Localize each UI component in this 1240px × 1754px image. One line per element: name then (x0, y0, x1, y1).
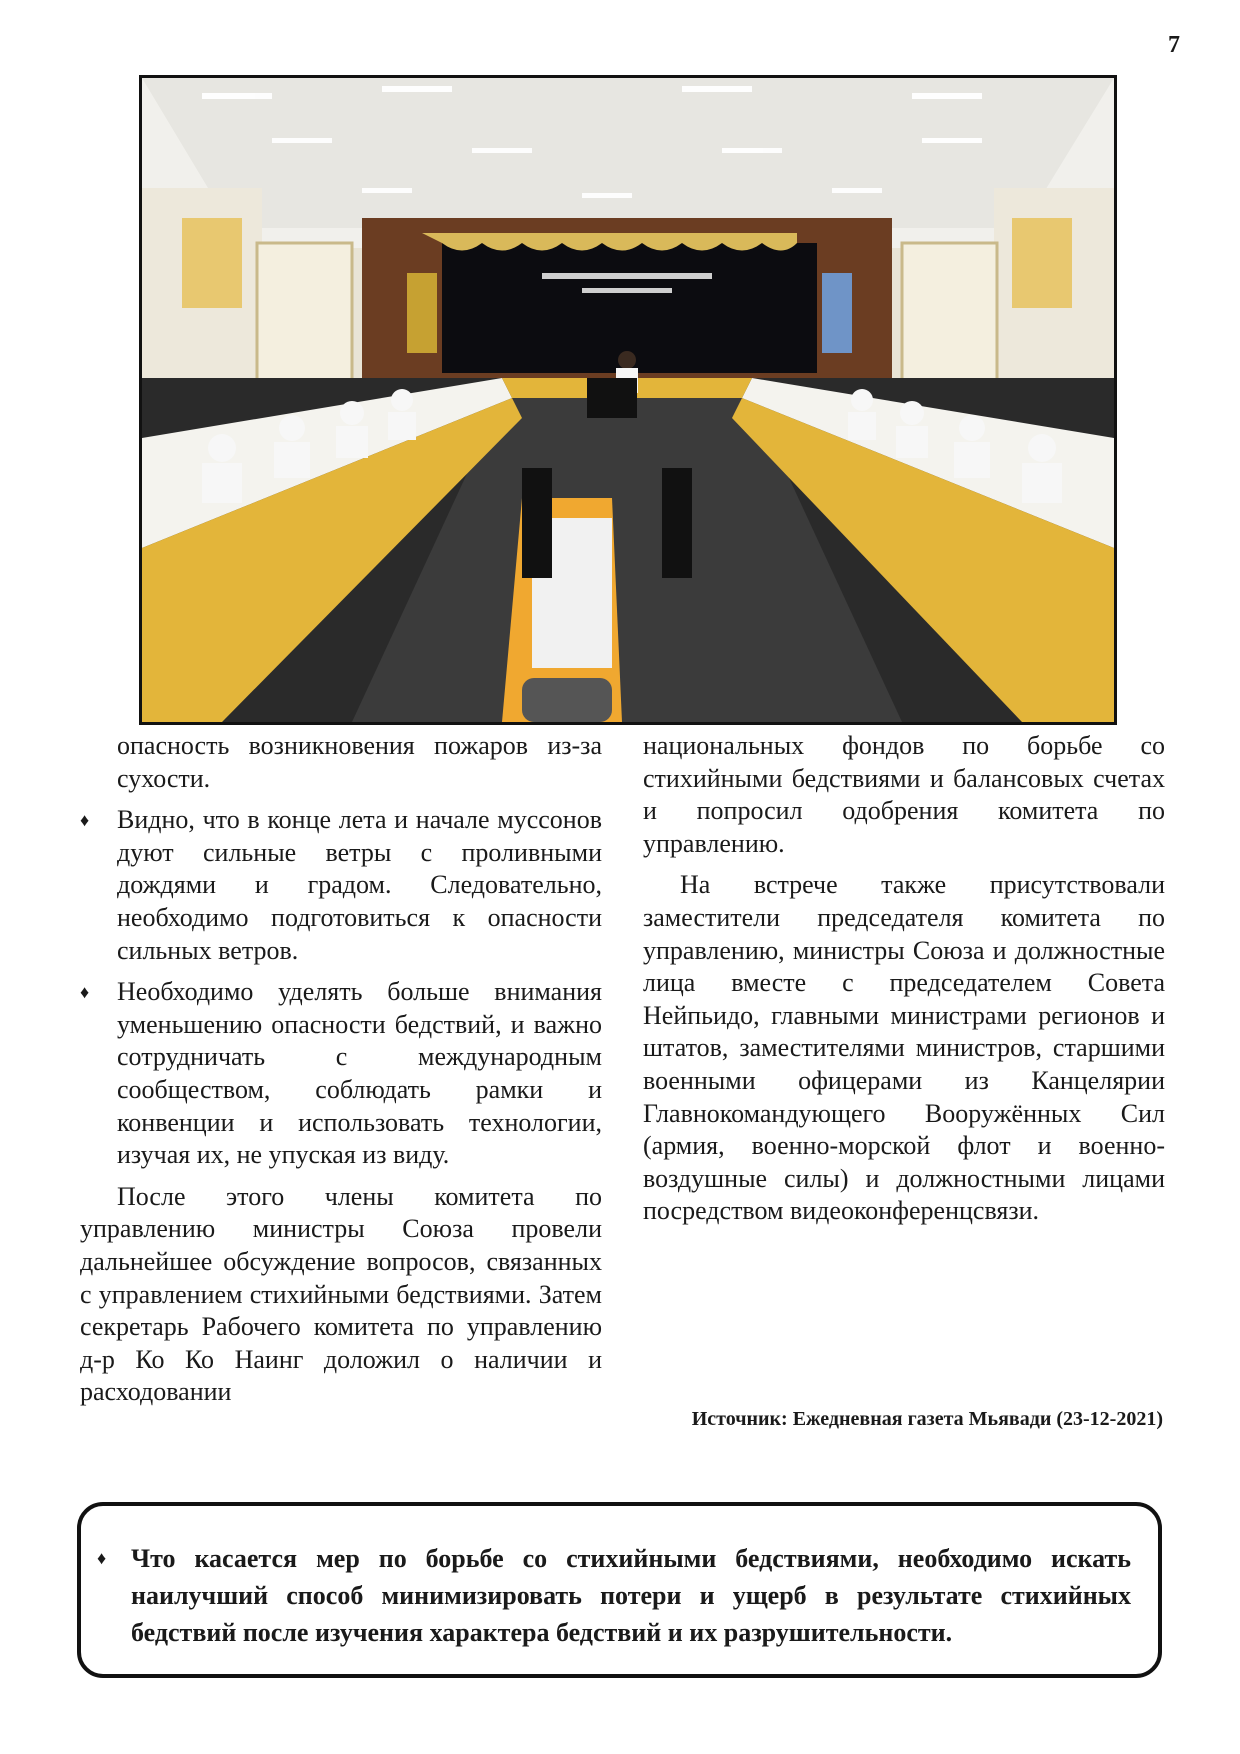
body-paragraph: После этого члены комитета по управлению министры Союза провели дальнейшее обсуждение вопросов, связанных с управлением стихийными бедствиями. Затем секретарь Рабочего комитета по управлению д-р Ко Ко Наинг доложил о наличии и расходовании (80, 1181, 602, 1407)
left-column (80, 730, 602, 1409)
meeting-hall-photo (139, 75, 1117, 725)
callout-text: Что касается мер по борьбе со стихийными бедствиями, необходимо искать наилучший способ минимизировать потери и ущерб в результате стихийных бедствий после изучения характера бедствий и их разрушительности. (131, 1544, 1131, 1647)
body-paragraph: На встрече также присутствовали заместители председателя комитета по управлению, министры Союза и должностные лица вместе с председателем Совета Нейпьидо, главными министрами регионов и штатов, заместителями министров, старшими военными офицерами из Канцелярии Главнокомандующего Вооружённых Сил (армия, военно-морской флот и военно-воздушные силы) и должностными лицами посредством видеоконференцсвязи. (643, 870, 1165, 1226)
diamond-bullet-icon: ♦ (80, 810, 90, 831)
bullet-item (80, 804, 602, 967)
source-citation: Источник: Ежедневная газета Мьявади (23-12-2021) (691, 1408, 1163, 1430)
diamond-bullet-icon: ♦ (97, 1548, 107, 1568)
bullet-item (80, 976, 602, 1172)
right-column (643, 730, 1165, 1228)
diamond-bullet-icon: ♦ (80, 982, 90, 1003)
continuation-text: национальных фондов по борьбе со стихийными бедствиями и балансовых счетах и попросил одобрения комитета по управлению. (643, 731, 1165, 858)
page-number: 7 (1168, 32, 1180, 58)
callout-box (77, 1502, 1162, 1678)
continuation-text: опасность возникновения пожаров из-за сухости. (117, 731, 602, 793)
bullet-text: Необходимо уделять больше внимания уменьшению опасности бедствий, и важно сотрудничать с международным сообществом, соблюдать рамки и конвенции и использовать технологии, изучая их, не упуская из виду. (117, 977, 602, 1170)
bullet-text: Видно, что в конце лета и начале муссонов дуют сильные ветры с проливными дождями и градом. Следовательно, необходимо подготовиться к опасности сильных ветров. (117, 805, 602, 965)
